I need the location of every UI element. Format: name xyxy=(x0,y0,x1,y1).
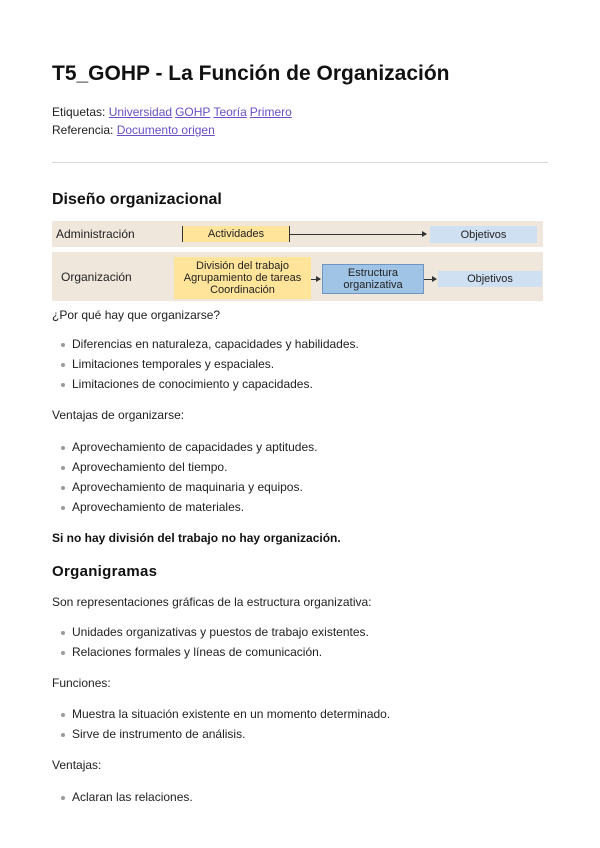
tags-label: Etiquetas: xyxy=(52,105,106,119)
list-item: Limitaciones de conocimiento y capacidades. xyxy=(52,374,359,394)
ventajas-list xyxy=(52,787,193,807)
diagram-box-actividades-text: Actividades xyxy=(207,228,265,240)
diagram-box-division xyxy=(174,257,311,299)
diagram-label-organizacion: Organización xyxy=(61,270,132,284)
diagram-box-division-line: Agrupamiento de tareas xyxy=(183,272,302,284)
tag-link-gohp[interactable]: GOHP xyxy=(175,105,211,119)
diagram-row-administracion xyxy=(52,221,543,247)
tag-link-primero[interactable]: Primero xyxy=(249,105,292,119)
diagram-arrow xyxy=(290,234,426,235)
list-item: Limitaciones temporales y espaciales. xyxy=(52,354,359,374)
list-item: Aprovechamiento del tiempo. xyxy=(52,457,318,477)
list-item: Aprovechamiento de maquinaria y equipos. xyxy=(52,477,318,497)
diagram-box-division-line: Coordinación xyxy=(210,284,275,296)
list-item: Aclaran las relaciones. xyxy=(52,787,193,807)
diagram-row-organizacion xyxy=(52,252,543,301)
section-heading-diseno: Diseño organizacional xyxy=(52,191,222,208)
reference-label: Referencia: xyxy=(52,123,114,137)
diagram-box-actividades xyxy=(183,226,289,242)
diagram-arrow xyxy=(424,279,436,280)
functions-label: Funciones: xyxy=(52,676,111,690)
diagram-box-division-line: División del trabajo xyxy=(196,260,289,272)
organigramas-intro: Son representaciones gráficas de la estructura organizativa: xyxy=(52,595,372,609)
list-item: Aprovechamiento de materiales. xyxy=(52,497,318,517)
bold-statement: Si no hay división del trabajo no hay organización. xyxy=(52,531,341,545)
divider xyxy=(52,162,548,163)
diagram-box-objetivos-2 xyxy=(438,271,542,287)
list-item: Muestra la situación existente en un momento determinado. xyxy=(52,704,390,724)
diagram-box-objetivos-2-text: Objetivos xyxy=(467,273,513,285)
diagram-box-estructura-line: organizativa xyxy=(343,279,403,291)
diagram-box-estructura-line: Estructura xyxy=(347,267,399,279)
reasons-list xyxy=(52,334,359,394)
ventajas-label: Ventajas: xyxy=(52,758,102,772)
section-heading-organigramas: Organigramas xyxy=(52,563,158,580)
tag-link-teoria[interactable]: Teoría xyxy=(213,105,247,119)
tag-link-universidad[interactable]: Universidad xyxy=(108,105,173,119)
list-item: Aprovechamiento de capacidades y aptitudes. xyxy=(52,437,318,457)
list-item: Sirve de instrumento de análisis. xyxy=(52,724,390,744)
reference-line xyxy=(52,123,215,137)
diagram-box-objetivos-1-text: Objetivos xyxy=(460,228,507,241)
advantages-list xyxy=(52,437,318,517)
diagram-box-objetivos-1 xyxy=(430,226,537,243)
reference-link[interactable]: Documento origen xyxy=(116,123,215,137)
advantages-label: Ventajas de organizarse: xyxy=(52,408,185,422)
organization-diagram xyxy=(52,221,543,301)
list-item: Relaciones formales y líneas de comunicación. xyxy=(52,642,369,662)
tags-line xyxy=(52,105,292,119)
organigramas-list xyxy=(52,622,369,662)
page-title: T5_GOHP - La Función de Organización xyxy=(52,62,450,85)
question-text: ¿Por qué hay que organizarse? xyxy=(52,308,221,322)
functions-list xyxy=(52,704,390,744)
list-item: Diferencias en naturaleza, capacidades y habilidades. xyxy=(52,334,359,354)
list-item: Unidades organizativas y puestos de trabajo existentes. xyxy=(52,622,369,642)
diagram-box-estructura xyxy=(322,264,424,294)
diagram-arrow xyxy=(311,279,320,280)
diagram-label-administracion: Administración xyxy=(56,227,135,241)
